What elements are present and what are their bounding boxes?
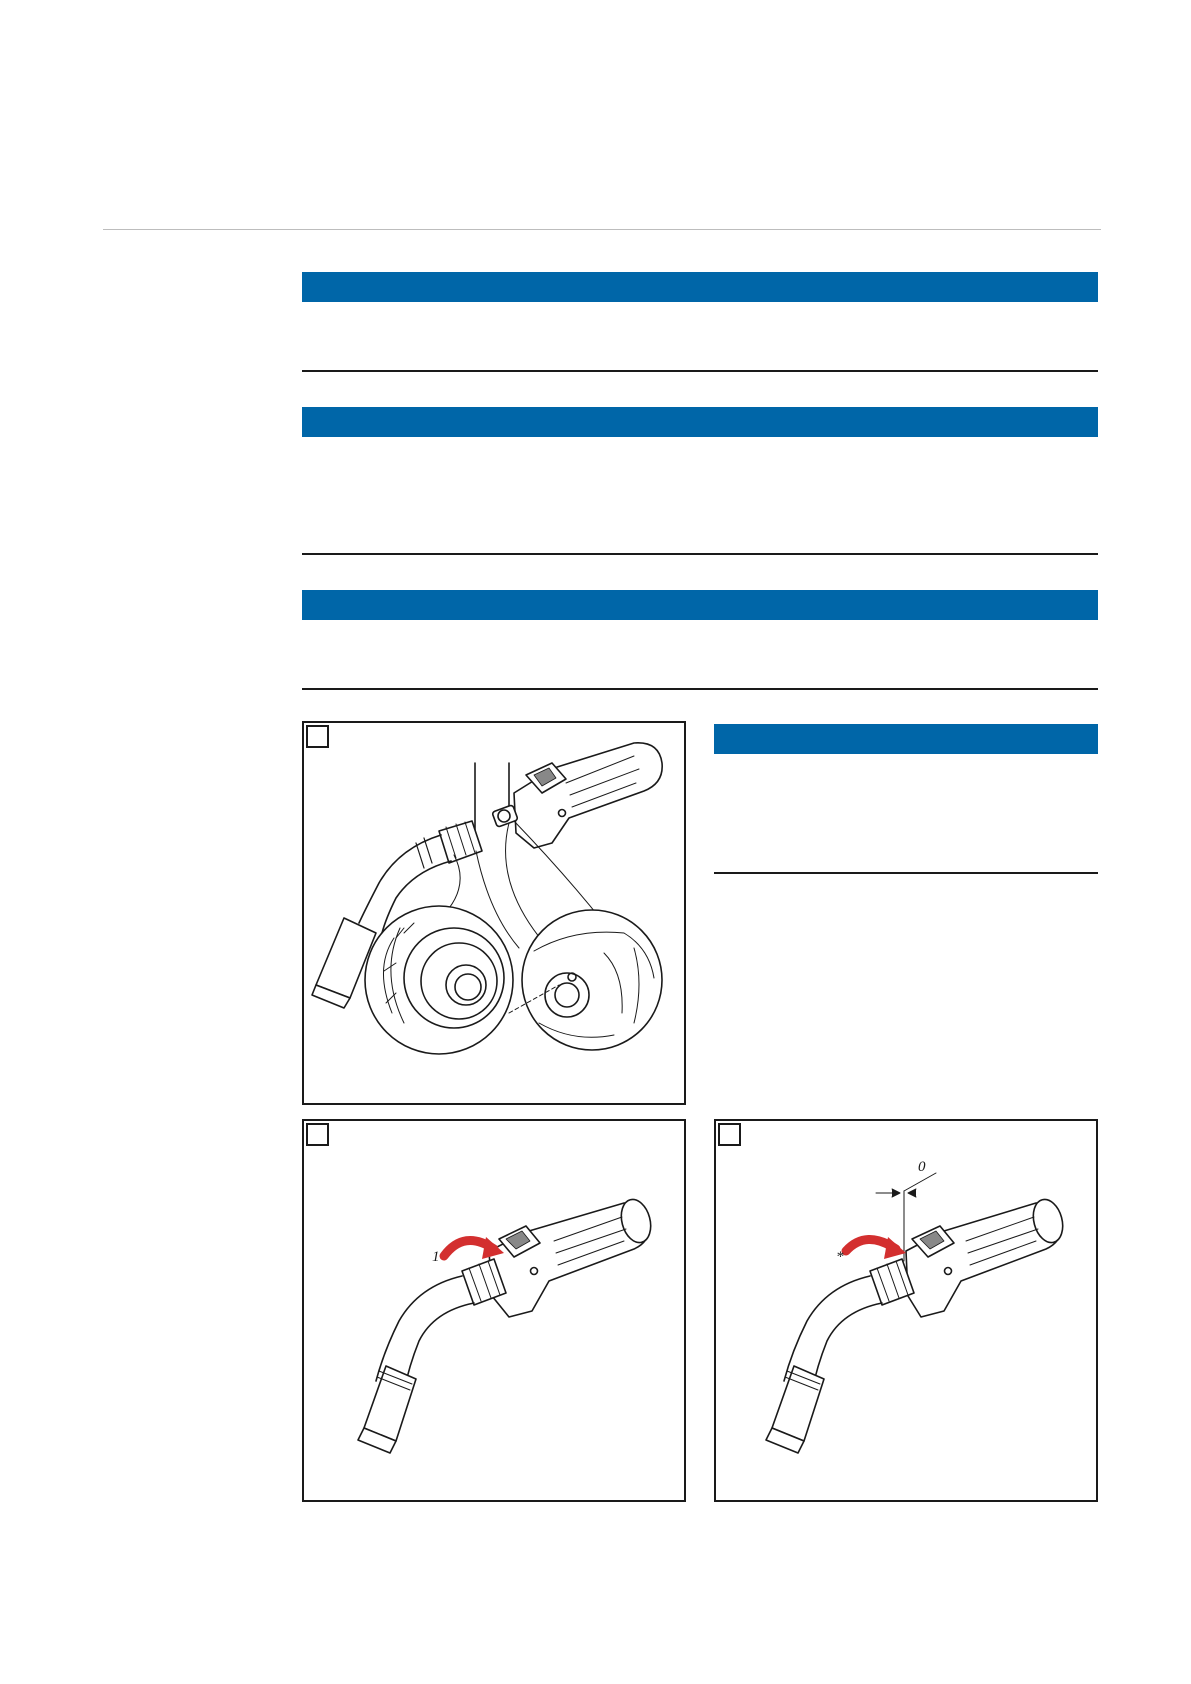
- nozzle: [772, 1366, 824, 1441]
- notice-divider-3: [302, 688, 1098, 690]
- notice-bar-1: [302, 272, 1098, 302]
- notice-bar-2: [302, 407, 1098, 437]
- notice-block-4: [714, 724, 1098, 874]
- notice-divider-4: [714, 872, 1098, 874]
- figure-step-3: [714, 1119, 1098, 1502]
- notice-divider-2: [302, 553, 1098, 555]
- arrow-label: 1: [432, 1249, 440, 1265]
- header-rule: [103, 229, 1101, 230]
- notice-block-1: [302, 272, 1098, 372]
- handle-body: [514, 743, 662, 848]
- tighten-nut-illustration: [304, 1121, 684, 1500]
- gap-label: 0: [918, 1159, 926, 1175]
- detail-circle-nut: [365, 906, 513, 1054]
- figure-step-1: [302, 721, 686, 1105]
- detail-circle-handle: [522, 910, 662, 1050]
- notice-block-2: [302, 407, 1098, 555]
- notice-bar-4: [714, 724, 1098, 754]
- gap-check-illustration: [716, 1121, 1096, 1500]
- figure-step-2: [302, 1119, 686, 1502]
- notice-divider-1: [302, 370, 1098, 372]
- nozzle: [364, 1366, 416, 1441]
- arrow-label: *: [836, 1249, 844, 1265]
- notice-bar-3: [302, 590, 1098, 620]
- torch-connection-illustration: [304, 723, 684, 1103]
- notice-block-3: [302, 590, 1098, 690]
